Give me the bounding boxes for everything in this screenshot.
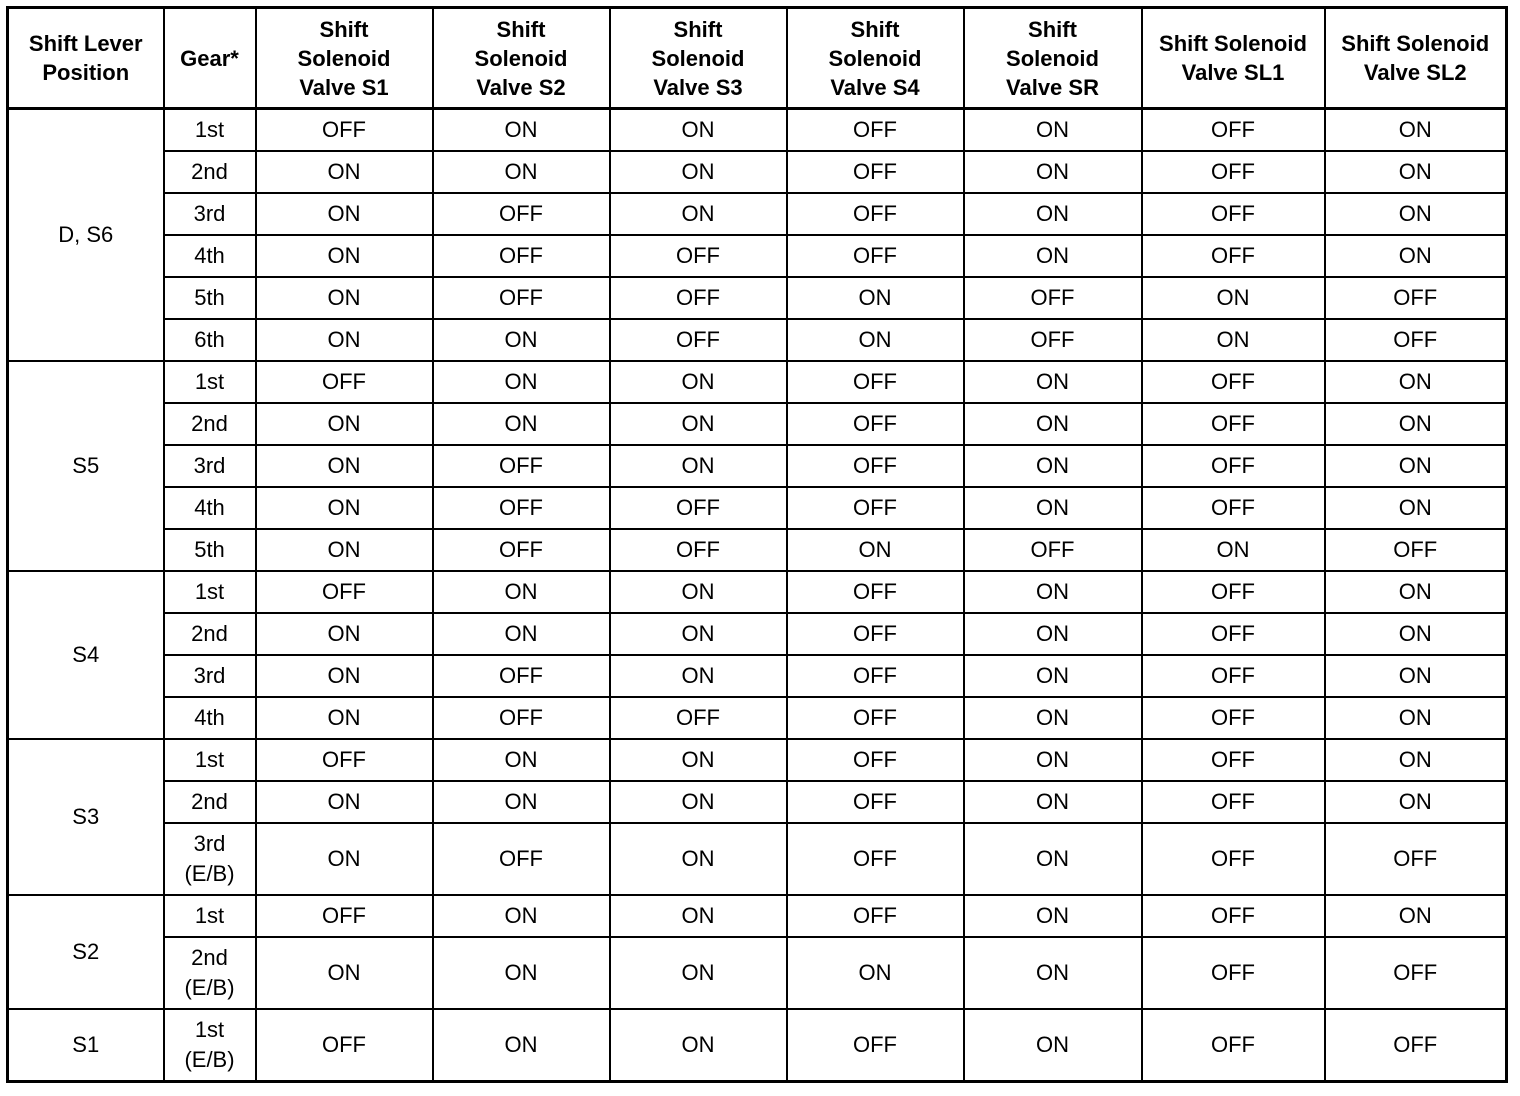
valve-s2-state-cell: OFF (433, 277, 610, 319)
valve-s3-state-cell: OFF (610, 235, 787, 277)
header-line: Valve SL2 (1363, 60, 1467, 85)
valve-sl1-state-cell: OFF (1142, 235, 1325, 277)
valve-s4-state-cell: OFF (787, 655, 964, 697)
valve-s3-state-cell: OFF (610, 529, 787, 571)
solenoid-operation-table (6, 6, 1508, 1083)
valve-s2-state-cell: OFF (433, 193, 610, 235)
table-row (8, 193, 1507, 235)
valve-s3-state-cell: ON (610, 403, 787, 445)
valve-sl1-state-cell: OFF (1142, 895, 1325, 937)
header-line: Valve S4 (830, 74, 920, 100)
valve-s1-state-cell: OFF (256, 1009, 433, 1082)
header-valve-s2 (433, 8, 610, 109)
valve-sl2-state-cell: ON (1325, 739, 1507, 781)
gear-label: 1st (194, 903, 225, 928)
valve-sl1-state-cell: ON (1142, 529, 1325, 571)
table-row (8, 937, 1507, 1009)
valve-sl2-state-cell: ON (1325, 445, 1507, 487)
valve-s4-state-cell: OFF (787, 487, 964, 529)
valve-sl2-state-cell: OFF (1325, 529, 1507, 571)
valve-s2-state-cell: ON (433, 151, 610, 193)
valve-sl1-state-cell: OFF (1142, 781, 1325, 823)
solenoid-operation-table-wrapper (6, 6, 1508, 1083)
valve-sl1-state-cell: OFF (1142, 193, 1325, 235)
header-line: Shift (673, 16, 723, 42)
valve-s3-state-cell: OFF (610, 487, 787, 529)
valve-s3-state-cell: ON (610, 613, 787, 655)
valve-s4-state-cell: OFF (787, 445, 964, 487)
valve-s3-state-cell: ON (610, 571, 787, 613)
shift-lever-position-cell: S4 (8, 571, 164, 739)
valve-sl1-state-cell: OFF (1142, 655, 1325, 697)
valve-sl1-state-cell: OFF (1142, 109, 1325, 152)
valve-sr-state-cell: ON (964, 193, 1142, 235)
gear-cell (164, 277, 256, 319)
gear-label: 1st (194, 579, 225, 604)
valve-sr-state-cell: ON (964, 937, 1142, 1009)
gear-cell (164, 895, 256, 937)
shift-lever-position-cell: D, S6 (8, 109, 164, 362)
valve-s2-state-cell: ON (433, 1009, 610, 1082)
valve-s3-state-cell: ON (610, 1009, 787, 1082)
valve-sr-state-cell: OFF (964, 319, 1142, 361)
valve-s1-state-cell: OFF (256, 109, 433, 152)
gear-label: 4th (194, 495, 225, 520)
valve-sr-state-cell: ON (964, 1009, 1142, 1082)
table-row (8, 655, 1507, 697)
valve-s4-state-cell: ON (787, 937, 964, 1009)
valve-sl2-state-cell: ON (1325, 613, 1507, 655)
valve-sr-state-cell: ON (964, 109, 1142, 152)
valve-sl2-state-cell: OFF (1325, 937, 1507, 1009)
table-row (8, 319, 1507, 361)
valve-s4-state-cell: OFF (787, 613, 964, 655)
valve-s4-state-cell: ON (787, 319, 964, 361)
gear-cell (164, 937, 256, 1009)
valve-sl1-state-cell: OFF (1142, 823, 1325, 895)
valve-sl1-state-cell: OFF (1142, 937, 1325, 1009)
valve-s1-state-cell: OFF (256, 571, 433, 613)
valve-s3-state-cell: ON (610, 781, 787, 823)
header-line: Valve SL1 (1181, 60, 1285, 85)
valve-s2-state-cell: OFF (433, 235, 610, 277)
valve-s4-state-cell: OFF (787, 403, 964, 445)
gear-label: 6th (194, 327, 225, 352)
valve-sl1-state-cell: OFF (1142, 613, 1325, 655)
valve-s1-state-cell: ON (256, 529, 433, 571)
header-valve-sl1 (1142, 8, 1325, 109)
valve-s4-state-cell: OFF (787, 697, 964, 739)
gear-label: 3rd (193, 201, 226, 226)
valve-s1-state-cell: ON (256, 655, 433, 697)
gear-label: 4th (194, 705, 225, 730)
table-row (8, 613, 1507, 655)
valve-s2-state-cell: OFF (433, 529, 610, 571)
valve-sr-state-cell: ON (964, 403, 1142, 445)
valve-s1-state-cell: ON (256, 781, 433, 823)
header-row (8, 8, 1507, 109)
valve-s1-state-cell: OFF (256, 361, 433, 403)
gear-label: 5th (194, 285, 225, 310)
table-row (8, 445, 1507, 487)
valve-sr-state-cell: ON (964, 781, 1142, 823)
gear-cell (164, 781, 256, 823)
valve-sr-state-cell: OFF (964, 529, 1142, 571)
header-shift-lever-position (8, 8, 164, 109)
header-line: Gear* (180, 45, 239, 71)
valve-s4-state-cell: OFF (787, 571, 964, 613)
header-valve-s1 (256, 8, 433, 109)
valve-s1-state-cell: ON (256, 937, 433, 1009)
valve-sl2-state-cell: ON (1325, 235, 1507, 277)
valve-s4-state-cell: OFF (787, 781, 964, 823)
header-line: Position (42, 60, 130, 85)
valve-s2-state-cell: ON (433, 361, 610, 403)
gear-label: 3rd (193, 663, 226, 688)
valve-s1-state-cell: ON (256, 697, 433, 739)
header-line: Valve S1 (299, 74, 389, 100)
table-row (8, 403, 1507, 445)
gear-label: 3rd (193, 453, 226, 478)
valve-sl2-state-cell: OFF (1325, 1009, 1507, 1082)
table-row (8, 571, 1507, 613)
gear-cell (164, 193, 256, 235)
valve-sr-state-cell: ON (964, 895, 1142, 937)
valve-sl1-state-cell: OFF (1142, 571, 1325, 613)
valve-sl1-state-cell: OFF (1142, 487, 1325, 529)
valve-s2-state-cell: ON (433, 937, 610, 1009)
header-line: Solenoid (297, 45, 391, 71)
header-line: Shift (496, 16, 546, 42)
valve-sr-state-cell: ON (964, 487, 1142, 529)
valve-sl1-state-cell: OFF (1142, 151, 1325, 193)
valve-sl2-state-cell: ON (1325, 193, 1507, 235)
valve-sl1-state-cell: ON (1142, 277, 1325, 319)
gear-label: (E/B) (184, 1047, 235, 1072)
valve-sl2-state-cell: ON (1325, 403, 1507, 445)
valve-sl1-state-cell: OFF (1142, 1009, 1325, 1082)
header-line: Shift Lever (28, 31, 143, 56)
valve-sr-state-cell: ON (964, 235, 1142, 277)
valve-s1-state-cell: ON (256, 277, 433, 319)
valve-s3-state-cell: OFF (610, 697, 787, 739)
valve-s2-state-cell: ON (433, 781, 610, 823)
valve-s3-state-cell: OFF (610, 277, 787, 319)
valve-s4-state-cell: OFF (787, 151, 964, 193)
gear-cell (164, 445, 256, 487)
header-line: Solenoid (474, 45, 568, 71)
valve-s1-state-cell: ON (256, 403, 433, 445)
valve-sr-state-cell: ON (964, 655, 1142, 697)
valve-s2-state-cell: ON (433, 739, 610, 781)
valve-s2-state-cell: OFF (433, 823, 610, 895)
gear-cell (164, 109, 256, 152)
valve-sr-state-cell: ON (964, 361, 1142, 403)
valve-sl2-state-cell: ON (1325, 781, 1507, 823)
gear-cell (164, 151, 256, 193)
shift-lever-position-cell: S5 (8, 361, 164, 571)
valve-sl2-state-cell: ON (1325, 655, 1507, 697)
gear-label: 2nd (191, 621, 228, 646)
gear-cell (164, 613, 256, 655)
valve-sr-state-cell: ON (964, 613, 1142, 655)
valve-s4-state-cell: OFF (787, 823, 964, 895)
valve-s4-state-cell: OFF (787, 1009, 964, 1082)
valve-s2-state-cell: ON (433, 319, 610, 361)
valve-s3-state-cell: ON (610, 655, 787, 697)
gear-cell (164, 739, 256, 781)
valve-s2-state-cell: ON (433, 571, 610, 613)
valve-s3-state-cell: ON (610, 739, 787, 781)
header-line: Solenoid (828, 45, 922, 71)
gear-cell (164, 571, 256, 613)
valve-s2-state-cell: ON (433, 403, 610, 445)
gear-label: 1st (194, 1017, 225, 1042)
valve-s2-state-cell: ON (433, 895, 610, 937)
valve-s2-state-cell: OFF (433, 697, 610, 739)
valve-s4-state-cell: ON (787, 529, 964, 571)
table-row (8, 487, 1507, 529)
valve-sl2-state-cell: ON (1325, 151, 1507, 193)
valve-s1-state-cell: ON (256, 613, 433, 655)
valve-sl2-state-cell: ON (1325, 109, 1507, 152)
valve-s3-state-cell: ON (610, 109, 787, 152)
gear-label: 1st (194, 747, 225, 772)
valve-s1-state-cell: ON (256, 151, 433, 193)
gear-cell (164, 823, 256, 895)
gear-label: 3rd (193, 831, 226, 856)
valve-sl2-state-cell: OFF (1325, 277, 1507, 319)
table-row (8, 151, 1507, 193)
table-row (8, 781, 1507, 823)
table-row (8, 277, 1507, 319)
valve-sl1-state-cell: OFF (1142, 403, 1325, 445)
valve-sl1-state-cell: OFF (1142, 445, 1325, 487)
gear-cell (164, 319, 256, 361)
valve-sl2-state-cell: OFF (1325, 823, 1507, 895)
gear-label: 1st (194, 117, 225, 142)
valve-sr-state-cell: ON (964, 445, 1142, 487)
valve-sr-state-cell: ON (964, 739, 1142, 781)
valve-sl2-state-cell: ON (1325, 361, 1507, 403)
valve-s4-state-cell: OFF (787, 895, 964, 937)
shift-lever-position-cell: S1 (8, 1009, 164, 1082)
valve-s3-state-cell: ON (610, 823, 787, 895)
header-line: Valve S3 (653, 74, 743, 100)
table-row (8, 697, 1507, 739)
valve-s4-state-cell: OFF (787, 739, 964, 781)
header-line: Solenoid (1006, 45, 1099, 71)
valve-sl1-state-cell: ON (1142, 319, 1325, 361)
table-row (8, 823, 1507, 895)
valve-sl2-state-cell: ON (1325, 895, 1507, 937)
valve-s4-state-cell: ON (787, 277, 964, 319)
valve-s3-state-cell: ON (610, 151, 787, 193)
gear-cell (164, 1009, 256, 1082)
gear-label: 2nd (191, 411, 228, 436)
valve-sl2-state-cell: ON (1325, 571, 1507, 613)
gear-label: 2nd (191, 159, 228, 184)
valve-s3-state-cell: ON (610, 445, 787, 487)
valve-s4-state-cell: OFF (787, 361, 964, 403)
gear-label: 4th (194, 243, 225, 268)
header-gear (164, 8, 256, 109)
valve-s3-state-cell: ON (610, 895, 787, 937)
valve-s2-state-cell: OFF (433, 445, 610, 487)
table-row (8, 109, 1507, 152)
header-valve-s3 (610, 8, 787, 109)
valve-s3-state-cell: OFF (610, 319, 787, 361)
valve-sl1-state-cell: OFF (1142, 739, 1325, 781)
valve-s1-state-cell: ON (256, 823, 433, 895)
valve-s1-state-cell: OFF (256, 739, 433, 781)
header-valve-sl2 (1325, 8, 1507, 109)
gear-label: (E/B) (184, 861, 235, 886)
valve-sl1-state-cell: OFF (1142, 361, 1325, 403)
gear-cell (164, 361, 256, 403)
table-row (8, 361, 1507, 403)
gear-label: (E/B) (184, 975, 235, 1000)
header-line: Shift Solenoid (1159, 31, 1307, 56)
header-line: Shift (319, 16, 369, 42)
gear-label: 2nd (191, 945, 228, 970)
valve-s3-state-cell: ON (610, 361, 787, 403)
valve-sr-state-cell: ON (964, 823, 1142, 895)
valve-sl2-state-cell: ON (1325, 487, 1507, 529)
table-row (8, 895, 1507, 937)
gear-cell (164, 655, 256, 697)
header-line: Shift (850, 16, 900, 42)
gear-label: 2nd (191, 789, 228, 814)
valve-s2-state-cell: ON (433, 613, 610, 655)
valve-s4-state-cell: OFF (787, 235, 964, 277)
header-valve-sr (964, 8, 1142, 109)
valve-s4-state-cell: OFF (787, 193, 964, 235)
header-line: Valve S2 (476, 74, 566, 100)
table-row (8, 1009, 1507, 1082)
gear-cell (164, 235, 256, 277)
table-row (8, 739, 1507, 781)
table-body (8, 109, 1507, 1082)
gear-cell (164, 697, 256, 739)
gear-label: 1st (194, 369, 225, 394)
header-line: Valve SR (1006, 74, 1099, 100)
header-line: Shift Solenoid (1341, 31, 1490, 56)
valve-s1-state-cell: ON (256, 319, 433, 361)
header-line: Shift (1028, 16, 1077, 42)
table-row (8, 235, 1507, 277)
valve-s1-state-cell: ON (256, 235, 433, 277)
valve-s2-state-cell: OFF (433, 655, 610, 697)
gear-cell (164, 529, 256, 571)
valve-sr-state-cell: ON (964, 571, 1142, 613)
gear-cell (164, 403, 256, 445)
gear-label: 5th (194, 537, 225, 562)
valve-s4-state-cell: OFF (787, 109, 964, 152)
gear-cell (164, 487, 256, 529)
table-row (8, 529, 1507, 571)
valve-s1-state-cell: ON (256, 487, 433, 529)
valve-s1-state-cell: OFF (256, 895, 433, 937)
valve-sr-state-cell: ON (964, 151, 1142, 193)
valve-s3-state-cell: ON (610, 193, 787, 235)
header-valve-s4 (787, 8, 964, 109)
valve-sl1-state-cell: OFF (1142, 697, 1325, 739)
valve-sr-state-cell: ON (964, 697, 1142, 739)
valve-sr-state-cell: OFF (964, 277, 1142, 319)
valve-s1-state-cell: ON (256, 445, 433, 487)
header-line: Solenoid (651, 45, 745, 71)
valve-s2-state-cell: OFF (433, 487, 610, 529)
valve-s2-state-cell: ON (433, 109, 610, 152)
valve-s3-state-cell: ON (610, 937, 787, 1009)
valve-sl2-state-cell: ON (1325, 697, 1507, 739)
shift-lever-position-cell: S2 (8, 895, 164, 1009)
valve-s1-state-cell: ON (256, 193, 433, 235)
valve-sl2-state-cell: OFF (1325, 319, 1507, 361)
shift-lever-position-cell: S3 (8, 739, 164, 895)
